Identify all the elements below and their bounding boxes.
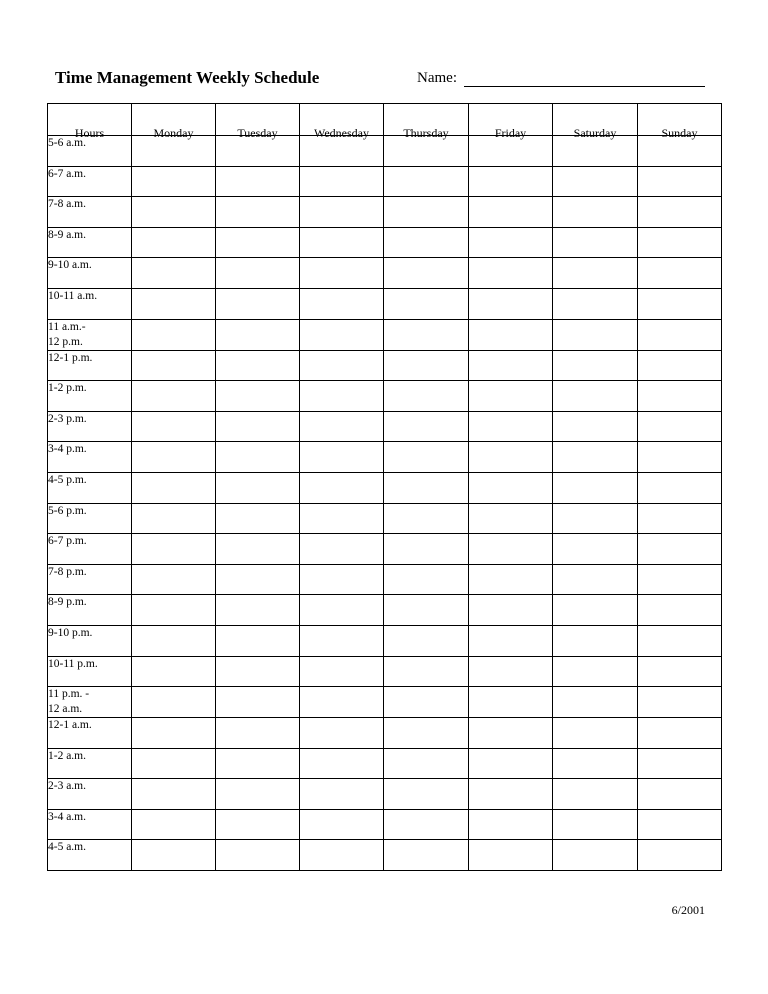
schedule-cell-friday[interactable] [469, 503, 553, 534]
schedule-cell-tuesday[interactable] [216, 472, 300, 503]
schedule-cell-wednesday[interactable] [300, 625, 384, 656]
schedule-cell-friday[interactable] [469, 656, 553, 687]
schedule-cell-sunday[interactable] [638, 288, 722, 319]
hour-label: 3-4 a.m. [48, 810, 87, 823]
schedule-cell-saturday[interactable] [553, 687, 638, 718]
hour-label-cell [48, 319, 132, 350]
schedule-cell-sunday[interactable] [638, 595, 722, 626]
schedule-cell-saturday[interactable] [553, 503, 638, 534]
schedule-cell-thursday[interactable] [384, 197, 469, 228]
schedule-cell-tuesday[interactable] [216, 718, 300, 749]
column-header-wednesday [300, 104, 384, 140]
schedule-cell-monday[interactable] [132, 166, 216, 197]
schedule-cell-monday[interactable] [132, 625, 216, 656]
column-header-label: Thursday [403, 126, 449, 140]
hour-label-cell [48, 534, 132, 565]
schedule-cell-wednesday[interactable] [300, 564, 384, 595]
hour-label-cell [48, 718, 132, 749]
schedule-cell-wednesday[interactable] [300, 411, 384, 442]
schedule-cell-saturday[interactable] [553, 779, 638, 810]
schedule-cell-monday[interactable] [132, 840, 216, 871]
hour-label-cell [48, 809, 132, 840]
table-row [48, 779, 722, 810]
schedule-cell-monday[interactable] [132, 288, 216, 319]
schedule-cell-thursday[interactable] [384, 656, 469, 687]
schedule-cell-saturday[interactable] [553, 656, 638, 687]
schedule-cell-wednesday[interactable] [300, 687, 384, 718]
schedule-cell-friday[interactable] [469, 779, 553, 810]
schedule-cell-wednesday[interactable] [300, 656, 384, 687]
column-header-label: Wednesday [313, 126, 369, 140]
schedule-cell-thursday[interactable] [384, 564, 469, 595]
hour-label-cell [48, 625, 132, 656]
schedule-cell-thursday[interactable] [384, 411, 469, 442]
schedule-cell-saturday[interactable] [553, 625, 638, 656]
hour-label: 11 p.m. - [48, 688, 90, 701]
schedule-cell-sunday[interactable] [638, 350, 722, 381]
schedule-cell-saturday[interactable] [553, 319, 638, 350]
schedule-cell-thursday[interactable] [384, 779, 469, 810]
schedule-cell-monday[interactable] [132, 687, 216, 718]
table-row [48, 534, 722, 565]
table-row [48, 411, 722, 442]
table-row [48, 564, 722, 595]
schedule-cell-tuesday[interactable] [216, 564, 300, 595]
schedule-cell-friday[interactable] [469, 411, 553, 442]
revision-date: 6/2001 [671, 903, 705, 917]
name-label: Name: [417, 70, 457, 86]
schedule-cell-thursday[interactable] [384, 166, 469, 197]
hour-label-cell [48, 197, 132, 228]
schedule-cell-thursday[interactable] [384, 534, 469, 565]
column-header-hours [48, 104, 132, 140]
schedule-cell-monday[interactable] [132, 411, 216, 442]
schedule-cell-saturday[interactable] [553, 381, 638, 412]
column-header-label: Saturday [573, 126, 617, 140]
schedule-cell-sunday[interactable] [638, 472, 722, 503]
schedule-cell-friday[interactable] [469, 197, 553, 228]
hour-label: 3-4 p.m. [48, 443, 87, 456]
schedule-cell-wednesday[interactable] [300, 595, 384, 626]
schedule-cell-friday[interactable] [469, 718, 553, 749]
schedule-cell-thursday[interactable] [384, 350, 469, 381]
schedule-cell-tuesday[interactable] [216, 411, 300, 442]
schedule-cell-monday[interactable] [132, 227, 216, 258]
schedule-cell-monday[interactable] [132, 381, 216, 412]
schedule-cell-sunday[interactable] [638, 748, 722, 779]
schedule-cell-monday[interactable] [132, 350, 216, 381]
column-header-label: Sunday [661, 126, 698, 140]
schedule-cell-friday[interactable] [469, 288, 553, 319]
schedule-cell-thursday[interactable] [384, 442, 469, 473]
hour-label: 6-7 p.m. [48, 535, 87, 548]
hour-label-cell [48, 687, 132, 718]
schedule-cell-tuesday[interactable] [216, 381, 300, 412]
schedule-cell-sunday[interactable] [638, 381, 722, 412]
hour-label: 1-2 a.m. [48, 749, 87, 762]
table-row [48, 258, 722, 289]
schedule-cell-friday[interactable] [469, 319, 553, 350]
hour-label: 7-8 p.m. [48, 565, 87, 578]
hour-label-cell [48, 166, 132, 197]
schedule-cell-friday[interactable] [469, 595, 553, 626]
schedule-cell-saturday[interactable] [553, 840, 638, 871]
column-header-saturday [553, 104, 638, 140]
schedule-cell-wednesday[interactable] [300, 472, 384, 503]
schedule-cell-saturday[interactable] [553, 809, 638, 840]
schedule-cell-tuesday[interactable] [216, 166, 300, 197]
schedule-cell-sunday[interactable] [638, 718, 722, 749]
schedule-cell-sunday[interactable] [638, 840, 722, 871]
column-header-label: Hours [74, 126, 105, 140]
table-row [48, 472, 722, 503]
hour-label-cell [48, 227, 132, 258]
header-row [48, 104, 722, 136]
schedule-cell-wednesday[interactable] [300, 166, 384, 197]
hour-label: 10-11 p.m. [48, 657, 98, 670]
schedule-cell-sunday[interactable] [638, 411, 722, 442]
hour-label-cell [48, 564, 132, 595]
schedule-cell-tuesday[interactable] [216, 534, 300, 565]
schedule-cell-friday[interactable] [469, 258, 553, 289]
schedule-cell-friday[interactable] [469, 748, 553, 779]
schedule-cell-tuesday[interactable] [216, 595, 300, 626]
schedule-cell-wednesday[interactable] [300, 197, 384, 228]
schedule-cell-monday[interactable] [132, 779, 216, 810]
schedule-cell-sunday[interactable] [638, 779, 722, 810]
schedule-cell-wednesday[interactable] [300, 258, 384, 289]
schedule-cell-saturday[interactable] [553, 350, 638, 381]
schedule-cell-thursday[interactable] [384, 503, 469, 534]
schedule-cell-sunday[interactable] [638, 166, 722, 197]
schedule-cell-monday[interactable] [132, 718, 216, 749]
schedule-cell-tuesday[interactable] [216, 227, 300, 258]
hour-label: 2-3 p.m. [48, 412, 87, 425]
hour-label-cell [48, 350, 132, 381]
schedule-cell-wednesday[interactable] [300, 534, 384, 565]
schedule-cell-tuesday[interactable] [216, 840, 300, 871]
table-row [48, 840, 722, 871]
schedule-cell-saturday[interactable] [553, 718, 638, 749]
schedule-cell-saturday[interactable] [553, 748, 638, 779]
schedule-cell-sunday[interactable] [638, 534, 722, 565]
hour-label: 9-10 p.m. [48, 626, 93, 639]
hour-label-cell [48, 472, 132, 503]
table-row [48, 595, 722, 626]
schedule-cell-friday[interactable] [469, 809, 553, 840]
name-blank-line[interactable] [464, 70, 705, 87]
schedule-cell-wednesday[interactable] [300, 718, 384, 749]
schedule-cell-sunday[interactable] [638, 197, 722, 228]
schedule-cell-saturday[interactable] [553, 411, 638, 442]
hour-label-cell [48, 656, 132, 687]
schedule-cell-friday[interactable] [469, 472, 553, 503]
table-row [48, 503, 722, 534]
hour-label-cell [48, 503, 132, 534]
schedule-cell-sunday[interactable] [638, 227, 722, 258]
schedule-cell-monday[interactable] [132, 595, 216, 626]
schedule-cell-monday[interactable] [132, 656, 216, 687]
schedule-cell-thursday[interactable] [384, 748, 469, 779]
hour-label-cell [48, 258, 132, 289]
schedule-cell-friday[interactable] [469, 381, 553, 412]
schedule-body [48, 136, 722, 871]
schedule-cell-friday[interactable] [469, 350, 553, 381]
schedule-cell-sunday[interactable] [638, 258, 722, 289]
hour-label-cell [48, 840, 132, 871]
schedule-cell-monday[interactable] [132, 564, 216, 595]
schedule-cell-saturday[interactable] [553, 227, 638, 258]
schedule-cell-saturday[interactable] [553, 534, 638, 565]
hour-label-cell [48, 411, 132, 442]
hour-label: 10-11 a.m. [48, 289, 98, 302]
schedule-cell-tuesday[interactable] [216, 350, 300, 381]
schedule-cell-friday[interactable] [469, 687, 553, 718]
hour-label: 4-5 a.m. [48, 841, 87, 854]
hour-label: 5-6 p.m. [48, 504, 87, 517]
schedule-cell-thursday[interactable] [384, 809, 469, 840]
table-row [48, 288, 722, 319]
column-header-label: Friday [494, 126, 527, 140]
schedule-cell-thursday[interactable] [384, 288, 469, 319]
schedule-cell-sunday[interactable] [638, 809, 722, 840]
schedule-cell-wednesday[interactable] [300, 748, 384, 779]
schedule-cell-thursday[interactable] [384, 258, 469, 289]
hour-label-cell [48, 288, 132, 319]
schedule-cell-saturday[interactable] [553, 595, 638, 626]
schedule-cell-tuesday[interactable] [216, 748, 300, 779]
schedule-cell-thursday[interactable] [384, 595, 469, 626]
column-header-thursday [384, 104, 469, 140]
schedule-cell-saturday[interactable] [553, 166, 638, 197]
schedule-cell-thursday[interactable] [384, 472, 469, 503]
schedule-cell-sunday[interactable] [638, 442, 722, 473]
schedule-cell-thursday[interactable] [384, 718, 469, 749]
schedule-cell-monday[interactable] [132, 472, 216, 503]
schedule-cell-friday[interactable] [469, 442, 553, 473]
table-row [48, 687, 722, 718]
schedule-cell-saturday[interactable] [553, 564, 638, 595]
hour-label: 1-2 p.m. [48, 382, 87, 395]
hour-label: 12 p.m. [48, 335, 83, 348]
schedule-cell-tuesday[interactable] [216, 197, 300, 228]
column-header-sunday [638, 104, 722, 140]
table-row [48, 381, 722, 412]
table-row [48, 166, 722, 197]
schedule-cell-friday[interactable] [469, 840, 553, 871]
table-row [48, 809, 722, 840]
weekly-schedule-table [47, 103, 722, 871]
schedule-cell-sunday[interactable] [638, 564, 722, 595]
column-header-label: Monday [153, 126, 194, 140]
schedule-cell-wednesday[interactable] [300, 381, 384, 412]
hour-label: 11 a.m.- [48, 320, 86, 333]
name-field [417, 70, 705, 87]
schedule-cell-sunday[interactable] [638, 656, 722, 687]
hour-label-cell [48, 442, 132, 473]
table-row [48, 319, 722, 350]
hour-label: 4-5 p.m. [48, 473, 87, 486]
table-row [48, 656, 722, 687]
schedule-cell-friday[interactable] [469, 227, 553, 258]
hour-label: 12-1 a.m. [48, 719, 92, 732]
schedule-cell-wednesday[interactable] [300, 840, 384, 871]
hour-label-cell [48, 748, 132, 779]
schedule-cell-sunday[interactable] [638, 503, 722, 534]
schedule-cell-friday[interactable] [469, 625, 553, 656]
hour-label: 8-9 p.m. [48, 596, 87, 609]
schedule-cell-friday[interactable] [469, 564, 553, 595]
schedule-cell-monday[interactable] [132, 258, 216, 289]
schedule-cell-friday[interactable] [469, 166, 553, 197]
schedule-cell-tuesday[interactable] [216, 779, 300, 810]
schedule-cell-monday[interactable] [132, 197, 216, 228]
schedule-cell-wednesday[interactable] [300, 288, 384, 319]
schedule-cell-wednesday[interactable] [300, 779, 384, 810]
schedule-cell-wednesday[interactable] [300, 503, 384, 534]
schedule-cell-monday[interactable] [132, 442, 216, 473]
schedule-cell-thursday[interactable] [384, 840, 469, 871]
hour-label: 2-3 a.m. [48, 780, 87, 793]
schedule-cell-sunday[interactable] [638, 625, 722, 656]
hour-label: 12 a.m. [48, 703, 83, 716]
hour-label-cell [48, 595, 132, 626]
schedule-cell-sunday[interactable] [638, 319, 722, 350]
page-title: Time Management Weekly Schedule [55, 68, 320, 87]
schedule-cell-tuesday[interactable] [216, 809, 300, 840]
schedule-cell-tuesday[interactable] [216, 319, 300, 350]
schedule-cell-tuesday[interactable] [216, 656, 300, 687]
schedule-cell-thursday[interactable] [384, 687, 469, 718]
schedule-cell-thursday[interactable] [384, 319, 469, 350]
schedule-cell-tuesday[interactable] [216, 288, 300, 319]
table-row [48, 748, 722, 779]
schedule-cell-wednesday[interactable] [300, 809, 384, 840]
schedule-cell-sunday[interactable] [638, 687, 722, 718]
schedule-cell-saturday[interactable] [553, 472, 638, 503]
schedule-cell-tuesday[interactable] [216, 687, 300, 718]
schedule-cell-friday[interactable] [469, 534, 553, 565]
schedule-cell-thursday[interactable] [384, 625, 469, 656]
schedule-cell-thursday[interactable] [384, 227, 469, 258]
hour-label: 5-6 a.m. [48, 137, 87, 149]
hour-label: 7-8 a.m. [48, 198, 87, 211]
table-row [48, 625, 722, 656]
table-row [48, 197, 722, 228]
table-row [48, 718, 722, 749]
hour-label: 8-9 a.m. [48, 228, 87, 241]
schedule-cell-wednesday[interactable] [300, 350, 384, 381]
table-row [48, 442, 722, 473]
table-row [48, 350, 722, 381]
schedule-cell-wednesday[interactable] [300, 319, 384, 350]
schedule-cell-tuesday[interactable] [216, 258, 300, 289]
schedule-cell-saturday[interactable] [553, 197, 638, 228]
schedule-cell-wednesday[interactable] [300, 442, 384, 473]
schedule-cell-wednesday[interactable] [300, 227, 384, 258]
schedule-cell-monday[interactable] [132, 534, 216, 565]
schedule-cell-monday[interactable] [132, 319, 216, 350]
hour-label-cell [48, 779, 132, 810]
schedule-cell-monday[interactable] [132, 809, 216, 840]
column-header-monday [132, 104, 216, 140]
column-header-label: Tuesday [237, 126, 278, 140]
hour-label: 6-7 a.m. [48, 167, 87, 180]
schedule-cell-tuesday[interactable] [216, 503, 300, 534]
schedule-cell-thursday[interactable] [384, 381, 469, 412]
schedule-cell-monday[interactable] [132, 503, 216, 534]
schedule-cell-saturday[interactable] [553, 442, 638, 473]
schedule-cell-tuesday[interactable] [216, 442, 300, 473]
schedule-cell-saturday[interactable] [553, 288, 638, 319]
schedule-cell-tuesday[interactable] [216, 625, 300, 656]
schedule-cell-saturday[interactable] [553, 258, 638, 289]
hour-label-cell [48, 381, 132, 412]
column-header-tuesday [216, 104, 300, 140]
schedule-cell-monday[interactable] [132, 748, 216, 779]
hour-label: 12-1 p.m. [48, 351, 93, 364]
hour-label: 9-10 a.m. [48, 259, 92, 272]
table-row [48, 227, 722, 258]
column-header-friday [469, 104, 553, 140]
